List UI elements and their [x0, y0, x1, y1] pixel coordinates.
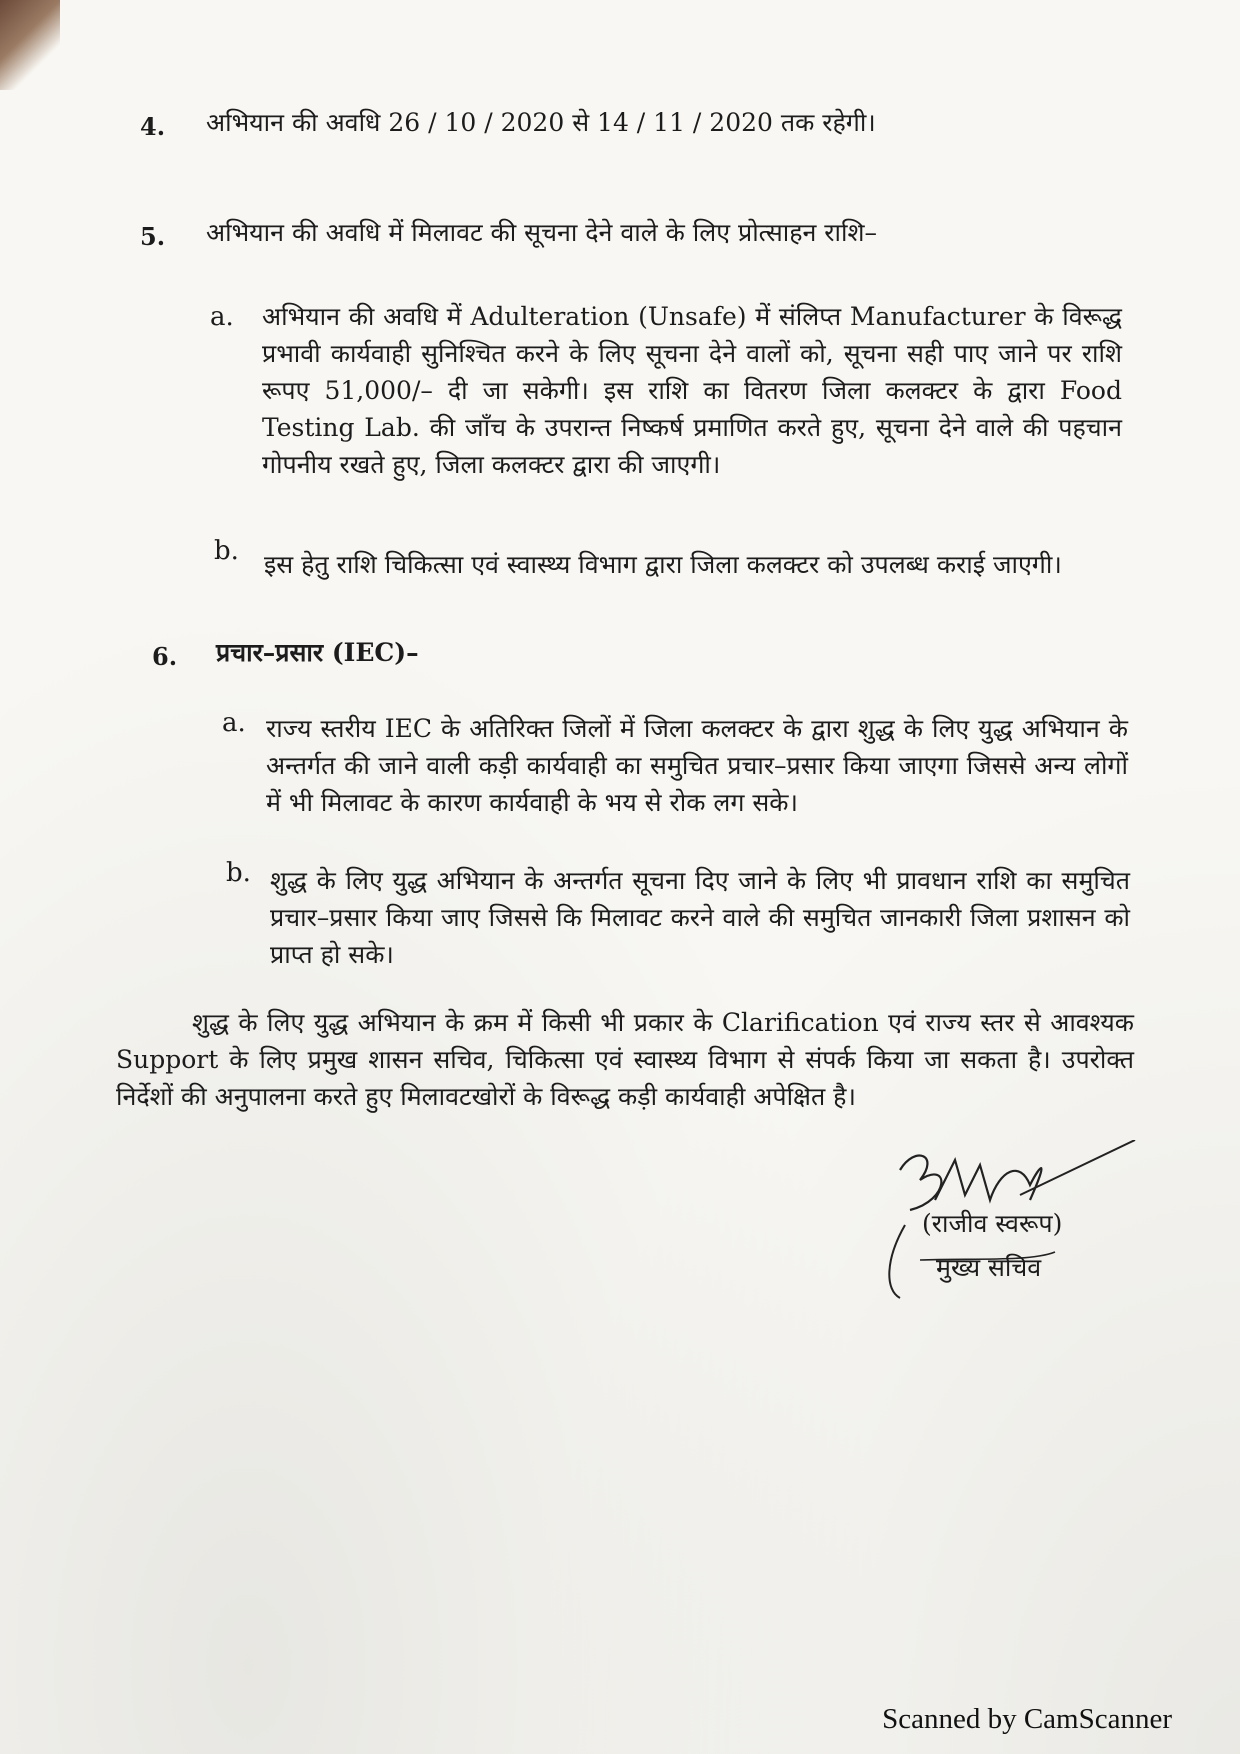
scanner-watermark: Scanned by CamScanner: [882, 1703, 1172, 1735]
signature-block: [900, 1150, 1160, 1310]
sub-item-text: इस हेतु राशि चिकित्सा एवं स्वास्थ्य विभाग द्वारा जिला कलक्टर को उपलब्ध कराई जाएगी।: [264, 550, 1062, 579]
item-number: 6.: [152, 642, 178, 671]
sub-item-letter: a.: [210, 302, 234, 332]
signatory-designation: मुख्य सचिव: [936, 1253, 1042, 1282]
page-corner-shadow: [0, 0, 60, 90]
sub-item-letter: b.: [226, 858, 251, 888]
sub-item-text: राज्य स्तरीय IEC के अतिरिक्त जिलों में जिला कलक्टर के द्वारा शुद्ध के लिए युद्ध अभियान के अन्तर्गत की जाने वाली कड़ी कार्यवाही का समुचित प्रचार–प्रसार किया जाएगा जिससे अन्य लोगों में भी मिलावट के कारण कार्यवाही के भय से रोक लग सके।: [266, 714, 1128, 817]
sub-item-text: शुद्ध के लिए युद्ध अभियान के अन्तर्गत सूचना दिए जाने के लिए भी प्रावधान राशि का समुचित प्रचार–प्रसार किया जाए जिससे कि मिलावट करने वाले की समुचित जानकारी जिला प्रशासन को प्राप्त हो सके।: [270, 866, 1130, 969]
sub-item-letter: b.: [214, 536, 239, 566]
item-text: अभियान की अवधि 26 / 10 / 2020 से 14 / 11 / 2020 तक रहेगी।: [206, 108, 876, 137]
item-text: अभियान की अवधि में मिलावट की सूचना देने वाले के लिए प्रोत्साहन राशि–: [206, 218, 877, 247]
item-number: 5.: [140, 222, 166, 251]
sub-item-letter: a.: [222, 708, 246, 738]
section-heading: प्रचार–प्रसार (IEC)–: [216, 638, 419, 667]
sub-item-text: अभियान की अवधि में Adulteration (Unsafe) में संलिप्त Manufacturer के विरूद्ध प्रभावी कार्यवाही सुनिश्चित करने के लिए सूचना देने वालों को, सूचना सही पाए जाने पर राशि रूपए 51,000/– दी जा सकेगी। इस राशि का वितरण जिला कलक्टर के द्वारा Food Testing Lab. की जाँच के उपरान्त निष्कर्ष प्रमाणित करते हुए, सूचना देने वाले की पहचान गोपनीय रखते हुए, जिला कलक्टर द्वारा की जाएगी।: [262, 302, 1122, 479]
closing-paragraph: शुद्ध के लिए युद्ध अभियान के क्रम में किसी भी प्रकार के Clarification एवं राज्य स्तर से आवश्यक Support के लिए प्रमुख शासन सचिव, चिकित्सा एवं स्वास्थ्य विभाग से संपर्क किया जा सकता है। उपरोक्त निर्देशों की अनुपालना करते हुए मिलावटखोरों के विरूद्ध कड़ी कार्यवाही अपेक्षित है।: [116, 1008, 1134, 1111]
signatory-name: (राजीव स्वरूप): [922, 1209, 1063, 1238]
item-number: 4.: [140, 112, 166, 141]
